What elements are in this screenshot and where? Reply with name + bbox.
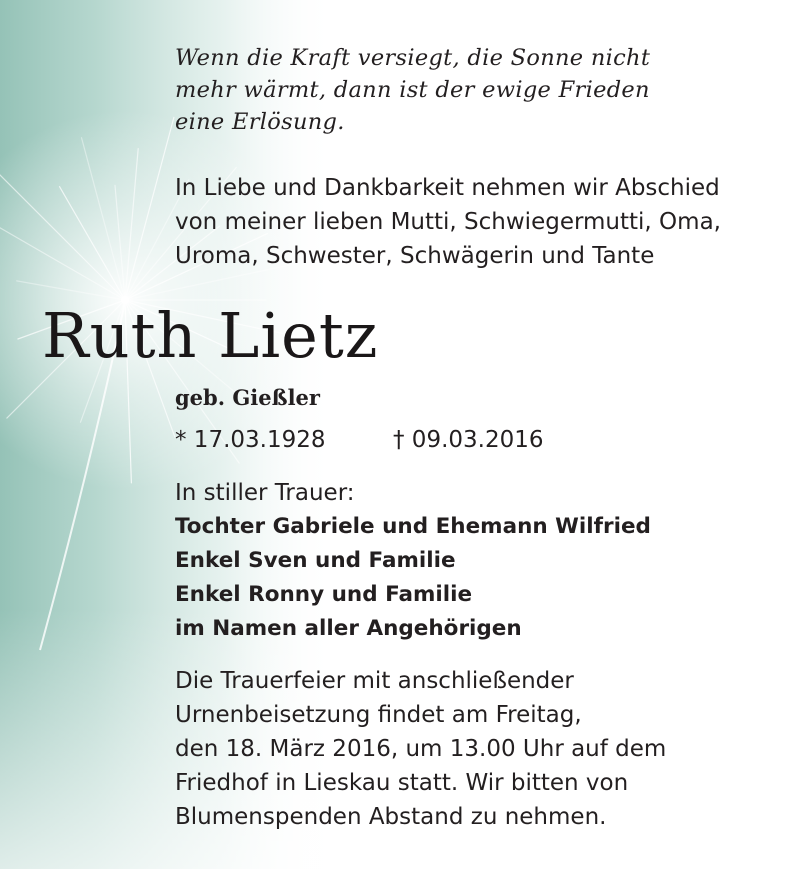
- quote-line: mehr wärmt, dann ist der ewige Frieden: [175, 77, 650, 103]
- deceased-name: Ruth Lietz: [42, 299, 379, 372]
- mourner-entry: Tochter Gabriele und Ehemann Wilfried: [175, 514, 651, 539]
- mourner-entry: Enkel Ronny und Familie: [175, 582, 473, 607]
- birth-date: * 17.03.1928: [175, 427, 326, 453]
- mourners-heading: In stiller Trauer:: [175, 480, 355, 506]
- funeral-service-info: [175, 664, 775, 834]
- maiden-name: geb. Gießler: [175, 385, 320, 410]
- quote: [175, 42, 755, 138]
- service-line: Friedhof in Lieskau statt. Wir bitten von: [175, 770, 629, 796]
- service-line: den 18. März 2016, um 13.00 Uhr auf dem: [175, 736, 667, 762]
- service-line: Blumenspenden Abstand zu nehmen.: [175, 804, 607, 830]
- farewell-line: von meiner lieben Mutti, Schwiegermutti, Oma,: [175, 209, 721, 235]
- farewell-line: In Liebe und Dankbarkeit nehmen wir Abschied: [175, 175, 720, 201]
- farewell-line: Uroma, Schwester, Schwägerin und Tante: [175, 243, 655, 269]
- mourner-entry: im Namen aller Angehörigen: [175, 616, 522, 641]
- quote-line: Wenn die Kraft versiegt, die Sonne nicht: [175, 45, 651, 71]
- mourner-entry: Enkel Sven und Familie: [175, 548, 456, 573]
- death-date: † 09.03.2016: [393, 427, 544, 453]
- mourners: [175, 476, 775, 646]
- farewell-text: [175, 171, 775, 273]
- service-line: Urnenbeisetzung findet am Freitag,: [175, 702, 582, 728]
- service-line: Die Trauerfeier mit anschließender: [175, 668, 574, 694]
- quote-line: eine Erlösung.: [175, 109, 345, 135]
